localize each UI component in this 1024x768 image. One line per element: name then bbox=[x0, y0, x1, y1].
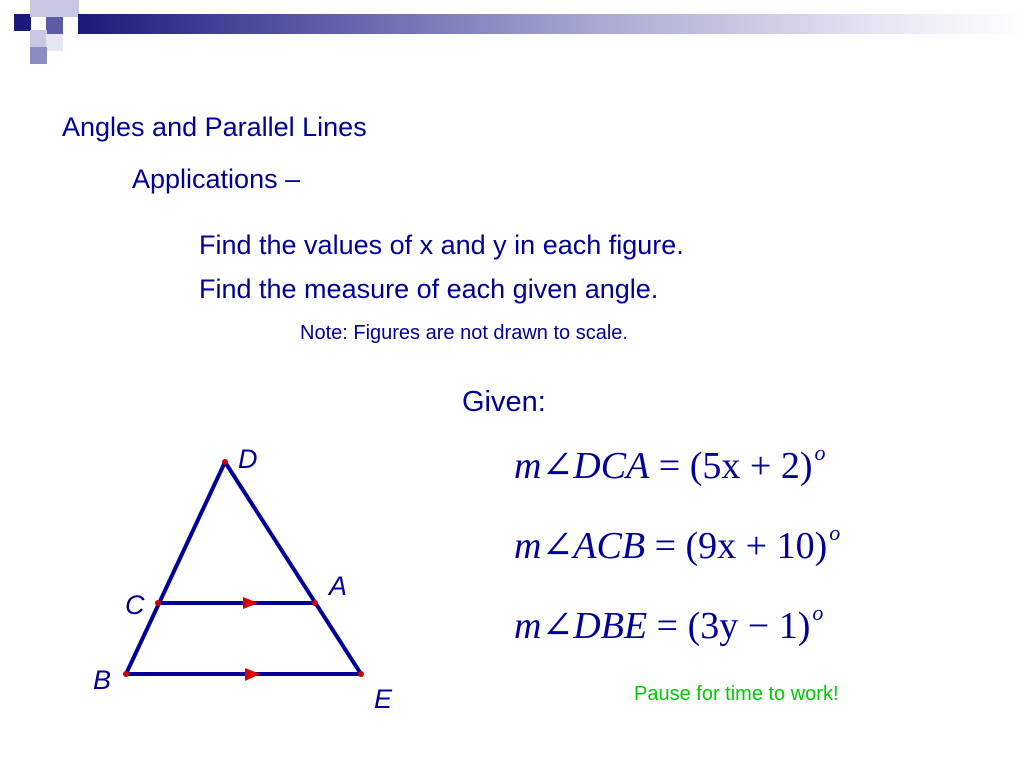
instruction-line-1: Find the values of x and y in each figure. bbox=[199, 230, 684, 260]
equation-dca-degree: o bbox=[814, 440, 826, 465]
point-a bbox=[312, 600, 318, 606]
point-b bbox=[123, 671, 129, 677]
label-c: C bbox=[125, 590, 145, 620]
segment-de bbox=[225, 462, 361, 674]
given-label: Given: bbox=[462, 386, 546, 418]
segment-db bbox=[126, 462, 225, 674]
label-e: E bbox=[374, 684, 393, 714]
slide-title: Angles and Parallel Lines bbox=[62, 112, 367, 142]
label-d: D bbox=[238, 444, 258, 474]
point-e bbox=[358, 671, 364, 677]
label-b: B bbox=[93, 665, 112, 695]
slide-subtitle: Applications – bbox=[132, 164, 301, 194]
point-d bbox=[222, 459, 228, 465]
parallel-arrow-ca bbox=[243, 597, 258, 609]
instruction-line-2: Find the measure of each given angle. bbox=[199, 274, 659, 304]
equation-dbe: m∠DBE = $(3y - 1)^o$ bbox=[514, 600, 824, 647]
equation-dca: m∠DCA = $(5x + 2)^o$ bbox=[514, 440, 826, 487]
parallel-arrow-be bbox=[245, 668, 260, 681]
equation-acb-degree: o bbox=[829, 520, 841, 545]
equation-dbe-degree: o bbox=[812, 600, 824, 625]
equation-acb: m∠ACB = $(9x + 10)^o$ bbox=[514, 520, 841, 567]
equation-dbe-expr: (3y − 1) bbox=[687, 605, 811, 647]
scale-note: Note: Figures are not drawn to scale. bbox=[300, 322, 628, 344]
pause-message: Pause for time to work! bbox=[634, 683, 839, 705]
equation-acb-expr: (9x + 10) bbox=[685, 525, 828, 567]
point-c bbox=[155, 600, 161, 606]
equation-acb-angle: ACB bbox=[573, 525, 646, 567]
equation-dca-angle: DCA bbox=[573, 445, 650, 487]
equation-dca-expr: (5x + 2) bbox=[689, 445, 813, 487]
equation-dbe-angle: DBE bbox=[573, 605, 648, 647]
label-a: A bbox=[329, 571, 348, 601]
